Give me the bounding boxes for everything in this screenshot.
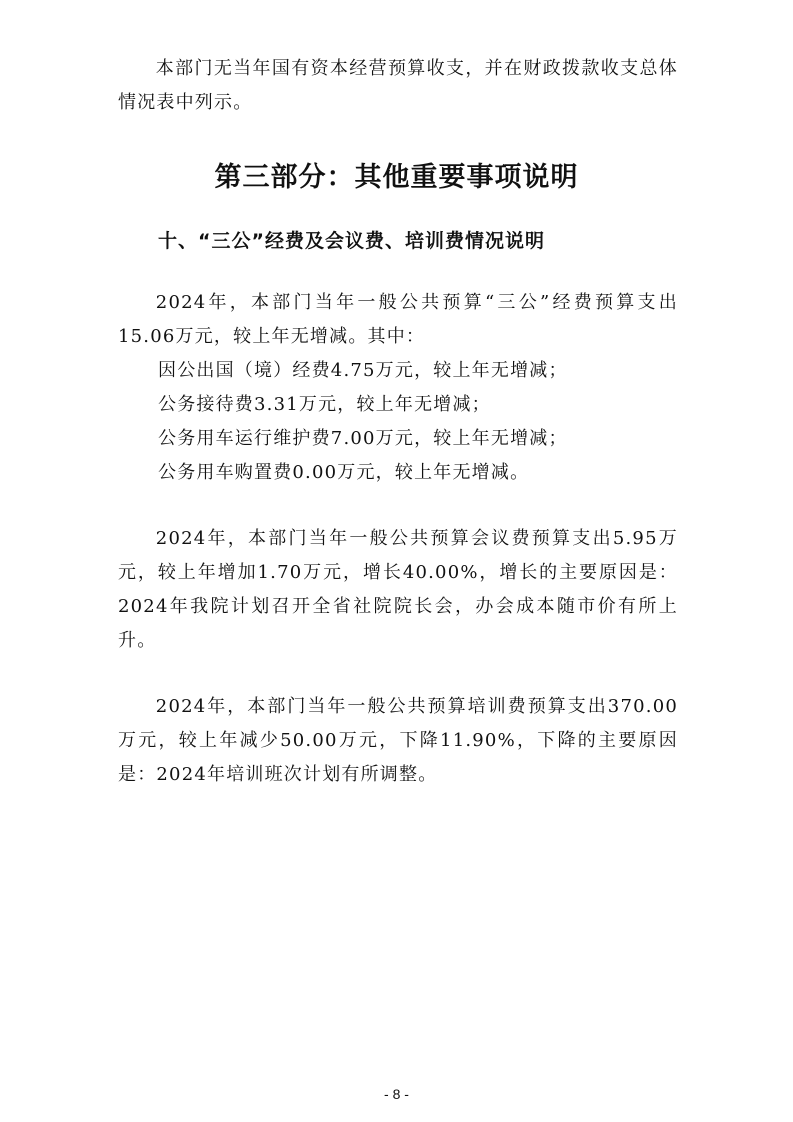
list-item: 公务用车购置费0.00万元，较上年无增减。 (158, 462, 530, 483)
list-item: 因公出国（境）经费4.75万元，较上年无增减； (158, 360, 568, 381)
list-item: 公务用车运行维护费7.00万元，较上年无增减； (158, 428, 568, 449)
page-number: - 8 - (384, 1086, 409, 1102)
sangong-paragraph: 2024年，本部门当年一般公共预算“三公”经费预算支出15.06万元，较上年无增减。其中： (118, 292, 678, 347)
sangong-paragraph-block (118, 286, 678, 354)
section-title: 十、“三公”经费及会议费、培训费情况说明 (158, 230, 545, 252)
intro-paragraph-block (118, 52, 678, 120)
training-paragraph: 2024年，本部门当年一般公共预算培训费预算支出370.00万元，较上年减少50.00万元，下降11.90%，下降的主要原因是：2024年培训班次计划有所调整。 (118, 696, 678, 785)
training-paragraph-block (118, 690, 678, 792)
list-item: 公务接待费3.31万元，较上年无增减； (158, 394, 491, 415)
intro-paragraph: 本部门无当年国有资本经营预算收支，并在财政拨款收支总体情况表中列示。 (118, 58, 678, 113)
part-title: 第三部分：其他重要事项说明 (214, 162, 579, 193)
meeting-paragraph: 2024年，本部门当年一般公共预算会议费预算支出5.95万元，较上年增加1.70万元，增长40.00%，增长的主要原因是：2024年我院计划召开全省社院院长会，办会成本随市价有所上升。 (118, 528, 678, 651)
sangong-items-list (118, 354, 678, 490)
meeting-paragraph-block (118, 522, 678, 658)
